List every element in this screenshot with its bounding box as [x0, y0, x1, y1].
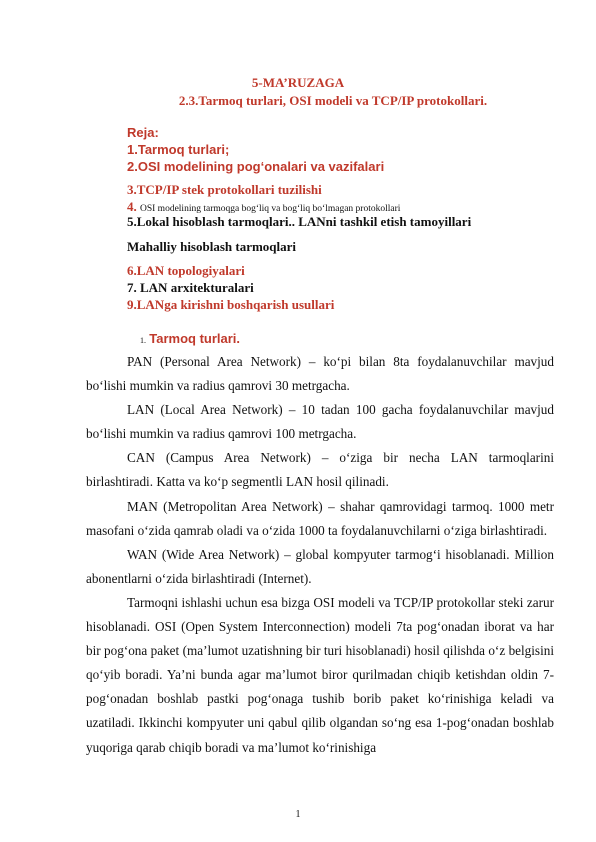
plan-item-4-text: OSI modelining tarmoqga bog‘liq va bog‘liq bo‘lmagan protokollari: [140, 204, 401, 214]
body-text: [86, 350, 554, 760]
plan-item-2: 2.OSI modelining pog‘onalari va vazifalari: [127, 159, 385, 174]
page-number: 1: [295, 809, 301, 820]
plan-item-9: 9.LANga kirishni boshqarish usullari: [127, 297, 335, 312]
paragraph-can: CAN (Campus Area Network) – o‘ziga bir necha LAN tarmoqlarini birlashtiradi. Katta va ko‘p segmentli LAN hosil qilinadi.: [86, 450, 554, 490]
plan-item-4-number: 4.: [127, 199, 137, 214]
plan-item-mahalliy: Mahalliy hisoblash tarmoqlari: [127, 239, 297, 254]
plan-item-3: 3.TCP/IP stek protokollari tuzilishi: [127, 182, 322, 197]
plan-title: Reja:: [127, 125, 159, 140]
plan-item-1: 1.Tarmoq turlari;: [127, 142, 230, 157]
section-title: Tarmoq turlari.: [149, 331, 241, 346]
paragraph-osi: Tarmoqni ishlashi uchun esa bizga OSI modeli va TCP/IP protokollar steki zarur hisoblanadi. OSI (Open System Interconnection) modeli 7ta pog‘onadan iborat va har bir pog‘ona paket (ma’lumot uzatishning bir turi hisoblanadi) hosil qilishda o‘z belgisini qo‘yib boradi. Ya’ni bunda agar ma’lumot biror qurilmadan chiqib ketishdan oldin 7-pog‘onadan boshlab pastki pog‘onaga tushib borib paket ko‘rinishiga keladi va uzatiladi. Ikkinchi kompyuter uni qabul qilib olgandan so‘ng esa 1-pog‘onadan boshlab yuqoriga qarab chiqib boradi va ma’lumot ko‘rinishiga: [86, 594, 554, 755]
paragraph-lan: LAN (Local Area Network) – 10 tadan 100 gacha foydalanuvchilar mavjud bo‘lishi mumkin va radius qamrovi 100 metrgacha.: [86, 402, 554, 442]
paragraph-man: MAN (Metropolitan Area Network) – shahar qamrovidagi tarmoq. 1000 metr masofani o‘zida qamrab oladi va o‘zida 1000 ta foydalanuvchilarni o‘ziga birlashtiradi.: [86, 498, 554, 538]
plan-item-6: 6.LAN topologiyalari: [127, 263, 245, 278]
plan-item-5: 5.Lokal hisoblash tarmoqlari.. LANni tashkil etish tamoyillari: [127, 214, 472, 229]
paragraph-pan: PAN (Personal Area Network) – ko‘pi bilan 8ta foydalanuvchilar mavjud bo‘lishi mumkin va radius qamrovi 30 metrgacha.: [86, 354, 554, 394]
section-number: 1.: [140, 336, 146, 345]
lecture-topic: 2.3.Tarmoq turlari, OSI modeli va TCP/IP protokollari.: [178, 93, 488, 108]
plan-item-7: 7. LAN arxitekturalari: [127, 280, 254, 295]
section-heading: [140, 331, 240, 347]
paragraph-wan: WAN (Wide Area Network) – global kompyuter tarmog‘i hisoblanadi. Million abonentlarni o‘zida birlashtiradi (Internet).: [86, 546, 554, 586]
lecture-number: 5-MA’RUZAGA: [251, 75, 345, 90]
